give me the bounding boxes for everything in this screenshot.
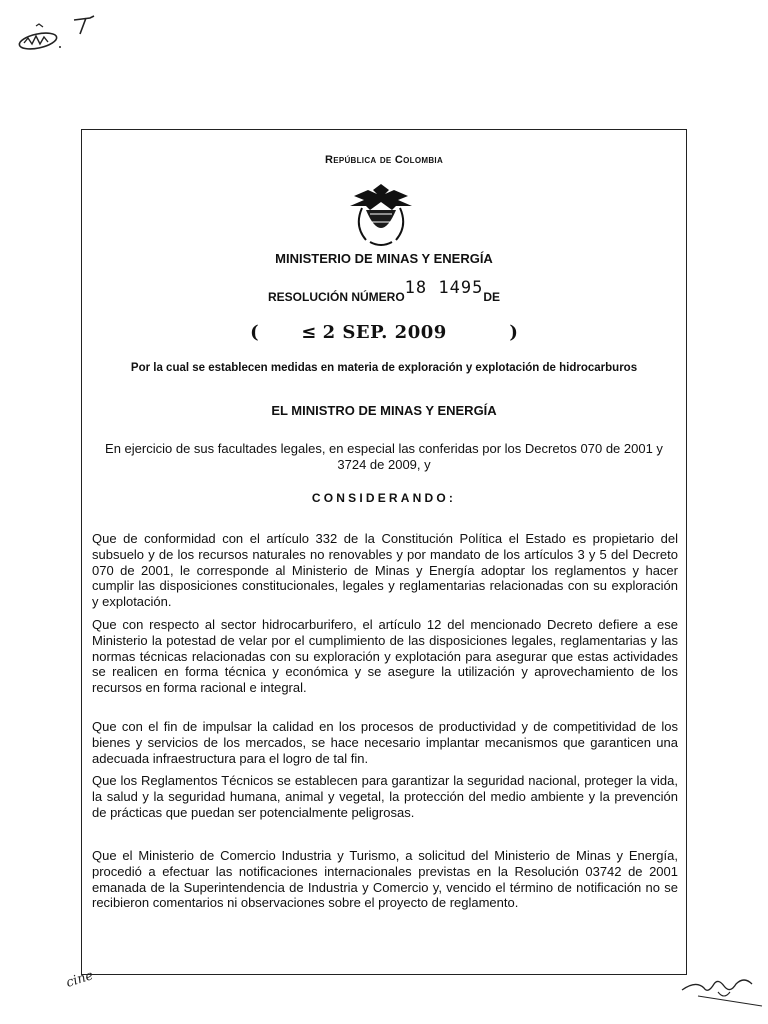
considerando-paragraph: Que con respecto al sector hidrocarburifero, el artículo 12 del mencionado Decreto defiere a ese Ministerio la potestad de velar por el cumplimiento de las disposiciones legales, reglamentarias y las normas técnicas relacionadas con su exploración y explotación para asegurar que estas actividades se realicen en forma técnica y económica y se asegure la utilización y aprovechamiento de los recursos en forma racional e integral. bbox=[92, 617, 678, 696]
coat-of-arms-icon bbox=[344, 180, 418, 248]
date-close-paren: ) bbox=[509, 322, 518, 343]
considerando-paragraph: Que los Reglamentos Técnicos se establecen para garantizar la seguridad nacional, proteger la vida, la salud y la seguridad humana, animal y vegetal, la protección del medio ambiente y la prevención de prácticas que puedan ser potencialmente peligrosas. bbox=[92, 773, 678, 820]
considerando-paragraph: Que el Ministerio de Comercio Industria y Turismo, a solicitud del Ministerio de Minas y Energía, procedió a efectuar las notificaciones internacionales previstas en la Resolución 03742 de 2001 emanada de la Superintendencia de Industria y Comercio y, vencido el término de notificación no se recibieron comentarios ni observaciones sobre el proyecto de reglamento. bbox=[92, 848, 678, 911]
signature-mark bbox=[678, 966, 766, 1016]
resolution-line bbox=[81, 278, 687, 306]
resolution-subject: Por la cual se establecen medidas en materia de exploración y explotación de hidrocarburos bbox=[130, 362, 638, 374]
country-heading: República de Colombia bbox=[324, 154, 444, 166]
initials-annotation: cine bbox=[64, 968, 96, 991]
authority-statement: En ejercicio de sus facultades legales, en especial las conferidas por los Decretos 070 de 2001 y 3724 de 2009, y bbox=[105, 441, 663, 472]
date-stamp: 2 SEP. 2009 bbox=[322, 322, 447, 343]
stamp-icon bbox=[14, 14, 104, 62]
ministry-heading: MINISTERIO DE MINAS Y ENERGÍA bbox=[275, 251, 493, 266]
resolution-label: RESOLUCIÓN NÚMERO bbox=[268, 290, 405, 304]
considerando-paragraph: Que con el fin de impulsar la calidad en los procesos de productividad y de competitividad de los bienes y servicios de los mercados, se hace necesario implantar mecanismos que garanticen una adecuada infraestructura para el logro de tal fin. bbox=[92, 719, 678, 766]
considerando-heading: CONSIDERANDO: bbox=[311, 491, 457, 505]
date-open-paren: ( bbox=[250, 322, 259, 343]
resolution-number: 18 1495 bbox=[404, 278, 484, 298]
resolution-date: ( ≤ 2 SEP. 2009 ) bbox=[250, 322, 518, 343]
considerando-paragraph: Que de conformidad con el artículo 332 de la Constitución Política el Estado es propietario del subsuelo y de los recursos naturales no renovables y por mandato de los artículos 3 y 5 del Decreto 070 de 2001, le corresponde al Ministerio de Minas y Energía adoptar los reglamentos y hacer cumplir las disposiciones constitucionales, legales y reglamentarias relacionadas con su exploración y explotación. bbox=[92, 531, 678, 610]
resolution-de: DE bbox=[483, 290, 500, 304]
issuer-heading: EL MINISTRO DE MINAS Y ENERGÍA bbox=[271, 403, 497, 418]
